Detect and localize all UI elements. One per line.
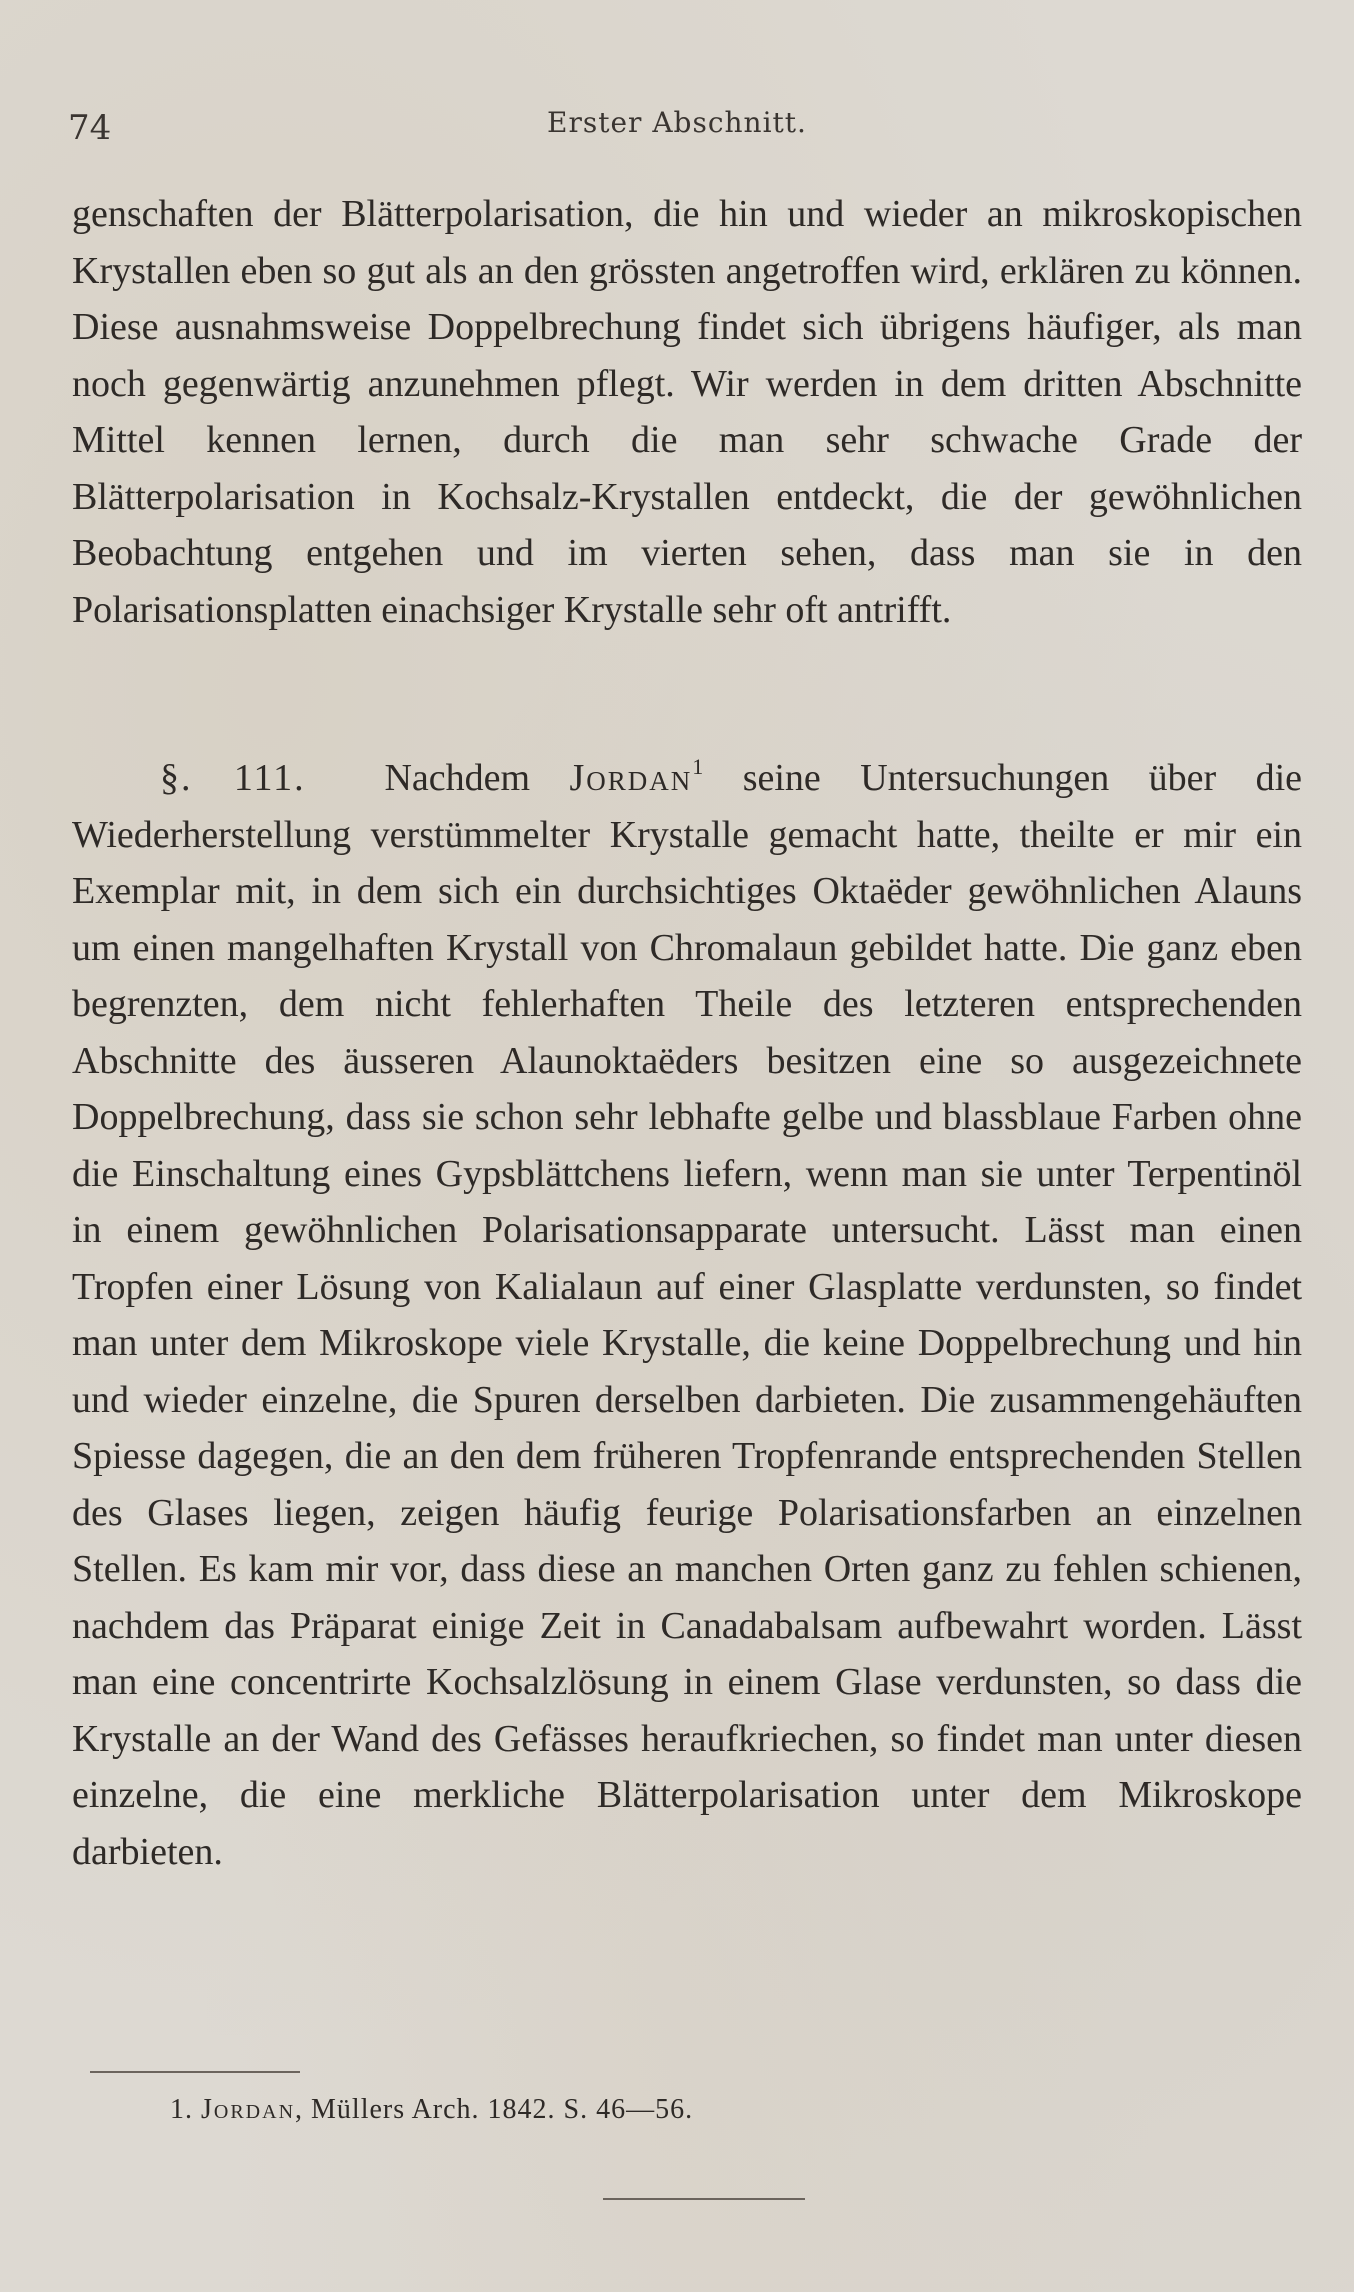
running-title: Erster Abschnitt. <box>547 106 807 139</box>
footnote-reference: 1 <box>692 754 704 779</box>
footnote <box>170 2094 693 2126</box>
footnote-number: 1. <box>170 2094 193 2125</box>
section-mark: §. 111. <box>160 757 306 799</box>
footnote-divider <box>90 2071 300 2073</box>
paragraph-2 <box>72 750 1302 1880</box>
footnote-citation: , Müllers Arch. 1842. S. 46—56. <box>295 2094 694 2125</box>
author-name: Jordan <box>569 757 693 799</box>
page-number: 74 <box>68 108 112 148</box>
footnote-author: Jordan <box>201 2094 296 2125</box>
paragraph-2-lead: Nachdem <box>384 757 531 799</box>
bottom-divider <box>603 2198 805 2200</box>
paragraph-2-text: seine Untersuchungen über die Wiederherstellung verstümmelter Krystalle gemacht hatte, theilte er mir ein Exemplar mit, in dem sich ein durchsichtiges Oktaëder gewöhnlichen Alauns um einen mangelhaften Krystall von Chromalaun gebildet hatte. Die ganz eben begrenzten, dem nicht fehlerhaften Theile des letzteren entsprechenden Abschnitte des äusseren Alaunoktaëders besitzen eine so ausgezeichnete Doppelbrechung, dass sie schon sehr lebhafte gelbe und blassblaue Farben ohne die Einschaltung eines Gypsblättchens liefern, wenn man sie unter Terpentinöl in einem gewöhnlichen Polarisationsapparate untersucht. Lässt man einen Tropfen einer Lösung von Kalialaun auf einer Glasplatte verdunsten, so findet man unter dem Mikroskope viele Krystalle, die keine Doppelbrechung und hin und wieder einzelne, die Spuren derselben darbieten. Die zusammengehäuften Spiesse dagegen, die an den dem früheren Tropfenrande entsprechenden Stellen des Glases liegen, zeigen häufig feurige Polarisationsfarben an einzelnen Stellen. Es kam mir vor, dass diese an manchen Orten ganz zu fehlen schienen, nachdem das Präparat einige Zeit in Canadabalsam aufbewahrt worden. Lässt man eine concentrirte Kochsalzlösung in einem Glase verdunsten, so dass die Krystalle an der Wand des Gefässes heraufkriechen, so findet man unter diesen einzelne, die eine merkliche Blätterpolarisation unter dem Mikroskope darbieten. <box>72 757 1303 1873</box>
paragraph-1: genschaften der Blätterpolarisation, die hin und wieder an mikroskopischen Krystallen eben so gut als an den grössten angetroffen wird, erklären zu können. Diese ausnahmsweise Doppelbrechung findet sich übrigens häufiger, als man noch gegenwärtig anzunehmen pflegt. Wir werden in dem dritten Abschnitte Mittel kennen lernen, durch die man sehr schwache Grade der Blätterpolarisation in Kochsalz-Krystallen entdeckt, die der gewöhnlichen Beobachtung entgehen und im vierten sehen, dass man sie in den Polarisationsplatten einachsiger Krystalle sehr oft antrifft. <box>72 193 1302 631</box>
